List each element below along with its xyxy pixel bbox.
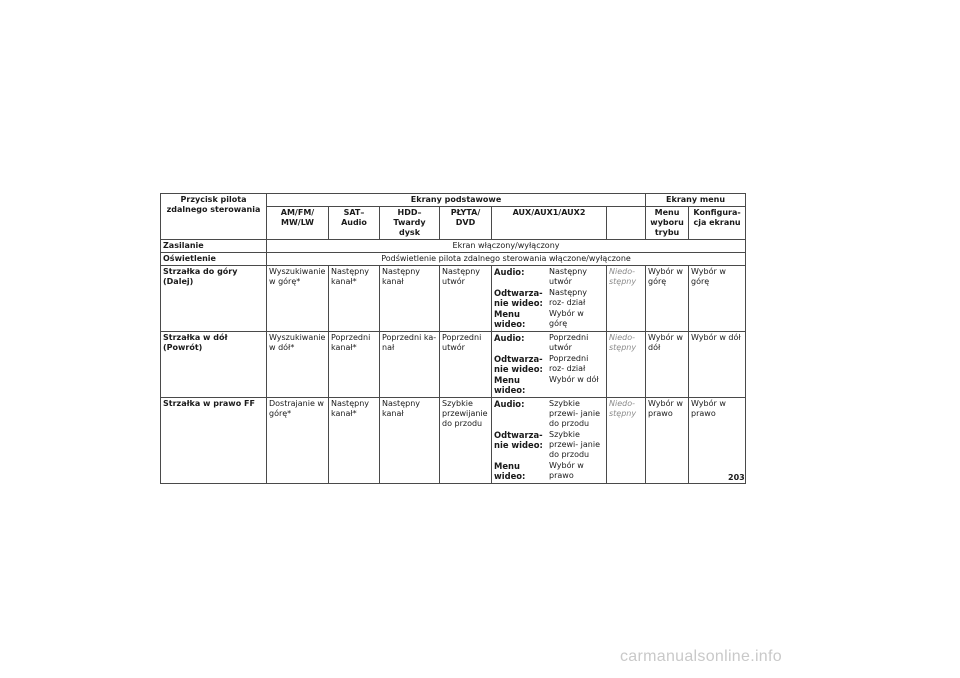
cell-aux [492,332,607,398]
cell-amfm: Dostrajanie w górę* [267,398,329,484]
header-basic-screens: Ekrany podstawowe [267,194,646,207]
cell-disc: Poprzedni utwór [440,332,492,398]
cell-sat: Następny kanał* [329,266,380,332]
aux-mode-key: Menu wideo: [494,375,526,395]
header-aux-extra [607,207,646,240]
aux-mode-value: Poprzedni roz- dział [549,354,589,373]
table-row-up [161,266,746,332]
page-number: 203 [728,473,745,482]
cell-hdd: Następny kanał [380,398,440,484]
header-button-column: Przycisk pilota zdalnego sterowania [161,194,267,240]
header-display-config: Konfigura- cja ekranu [689,207,746,240]
aux-mode-key: Odtwarza- nie wideo: [494,354,543,374]
cell-display-config: Wybór w górę [689,266,746,332]
cell-aux [492,266,607,332]
cell-display-config: Wybór w prawo [689,398,746,484]
row-label: Zasilanie [161,240,267,253]
header-mode-menu: Menu wyboru trybu [646,207,689,240]
aux-mode-value: Wybór w prawo [549,461,584,480]
aux-mode-key: Odtwarza- nie wideo: [494,430,543,450]
cell-disc: Szybkie przewijanie do przodu [440,398,492,484]
row-label: Strzałka w prawo FF [161,398,267,484]
aux-modes [494,399,604,482]
cell-aux-extra: Niedo- stępny [607,332,646,398]
table-row-light [161,253,746,266]
aux-mode-value: Szybkie przewi- janie do przodu [549,399,601,428]
cell-mode-menu: Wybór w górę [646,266,689,332]
header-hdd: HDD– Twardy dysk [380,207,440,240]
aux-mode-value: Wybór w górę [549,309,584,328]
aux-mode-key: Audio: [494,399,525,409]
header-amfm: AM/FM/ MW/LW [267,207,329,240]
remote-control-table [160,193,746,484]
cell-mode-menu: Wybór w dół [646,332,689,398]
row-value: Ekran włączony/wyłączony [267,240,746,253]
header-disc: PŁYTA/ DVD [440,207,492,240]
cell-aux-extra: Niedo- stępny [607,266,646,332]
aux-mode-key: Menu wideo: [494,461,526,481]
row-label: Strzałka w dół (Powrót) [161,332,267,398]
aux-modes [494,333,604,396]
aux-mode-key: Audio: [494,267,525,277]
row-value: Podświetlenie pilota zdalnego sterowania włączone/wyłączone [267,253,746,266]
header-menu-screens: Ekrany menu [646,194,746,207]
row-label: Oświetlenie [161,253,267,266]
table-row-power [161,240,746,253]
table-row-down [161,332,746,398]
cell-hdd: Następny kanał [380,266,440,332]
table-row-right [161,398,746,484]
header-aux: AUX/AUX1/AUX2 [492,207,607,240]
cell-sat: Poprzedni kanał* [329,332,380,398]
cell-disc: Następny utwór [440,266,492,332]
cell-aux-extra: Niedo- stępny [607,398,646,484]
aux-mode-value: Wybór w dół [549,375,599,384]
aux-mode-value: Następny utwór [549,267,587,286]
aux-mode-value: Szybkie przewi- janie do przodu [549,430,601,459]
header-sat: SAT– Audio [329,207,380,240]
aux-mode-value: Następny roz- dział [549,288,587,307]
cell-amfm: Wyszukiwanie w górę* [267,266,329,332]
cell-hdd: Poprzedni ka- nał [380,332,440,398]
aux-modes [494,267,604,330]
aux-mode-key: Odtwarza- nie wideo: [494,288,543,308]
cell-sat: Następny kanał* [329,398,380,484]
cell-display-config: Wybór w dół [689,332,746,398]
cell-amfm: Wyszukiwanie w dół* [267,332,329,398]
aux-mode-key: Menu wideo: [494,309,526,329]
cell-mode-menu: Wybór w prawo [646,398,689,484]
header-row-1 [161,194,746,207]
cell-aux [492,398,607,484]
aux-mode-value: Poprzedni utwór [549,333,589,352]
row-label: Strzałka do góry (Dalej) [161,266,267,332]
watermark: carmanualsonline.info [620,648,782,665]
aux-mode-key: Audio: [494,333,525,343]
